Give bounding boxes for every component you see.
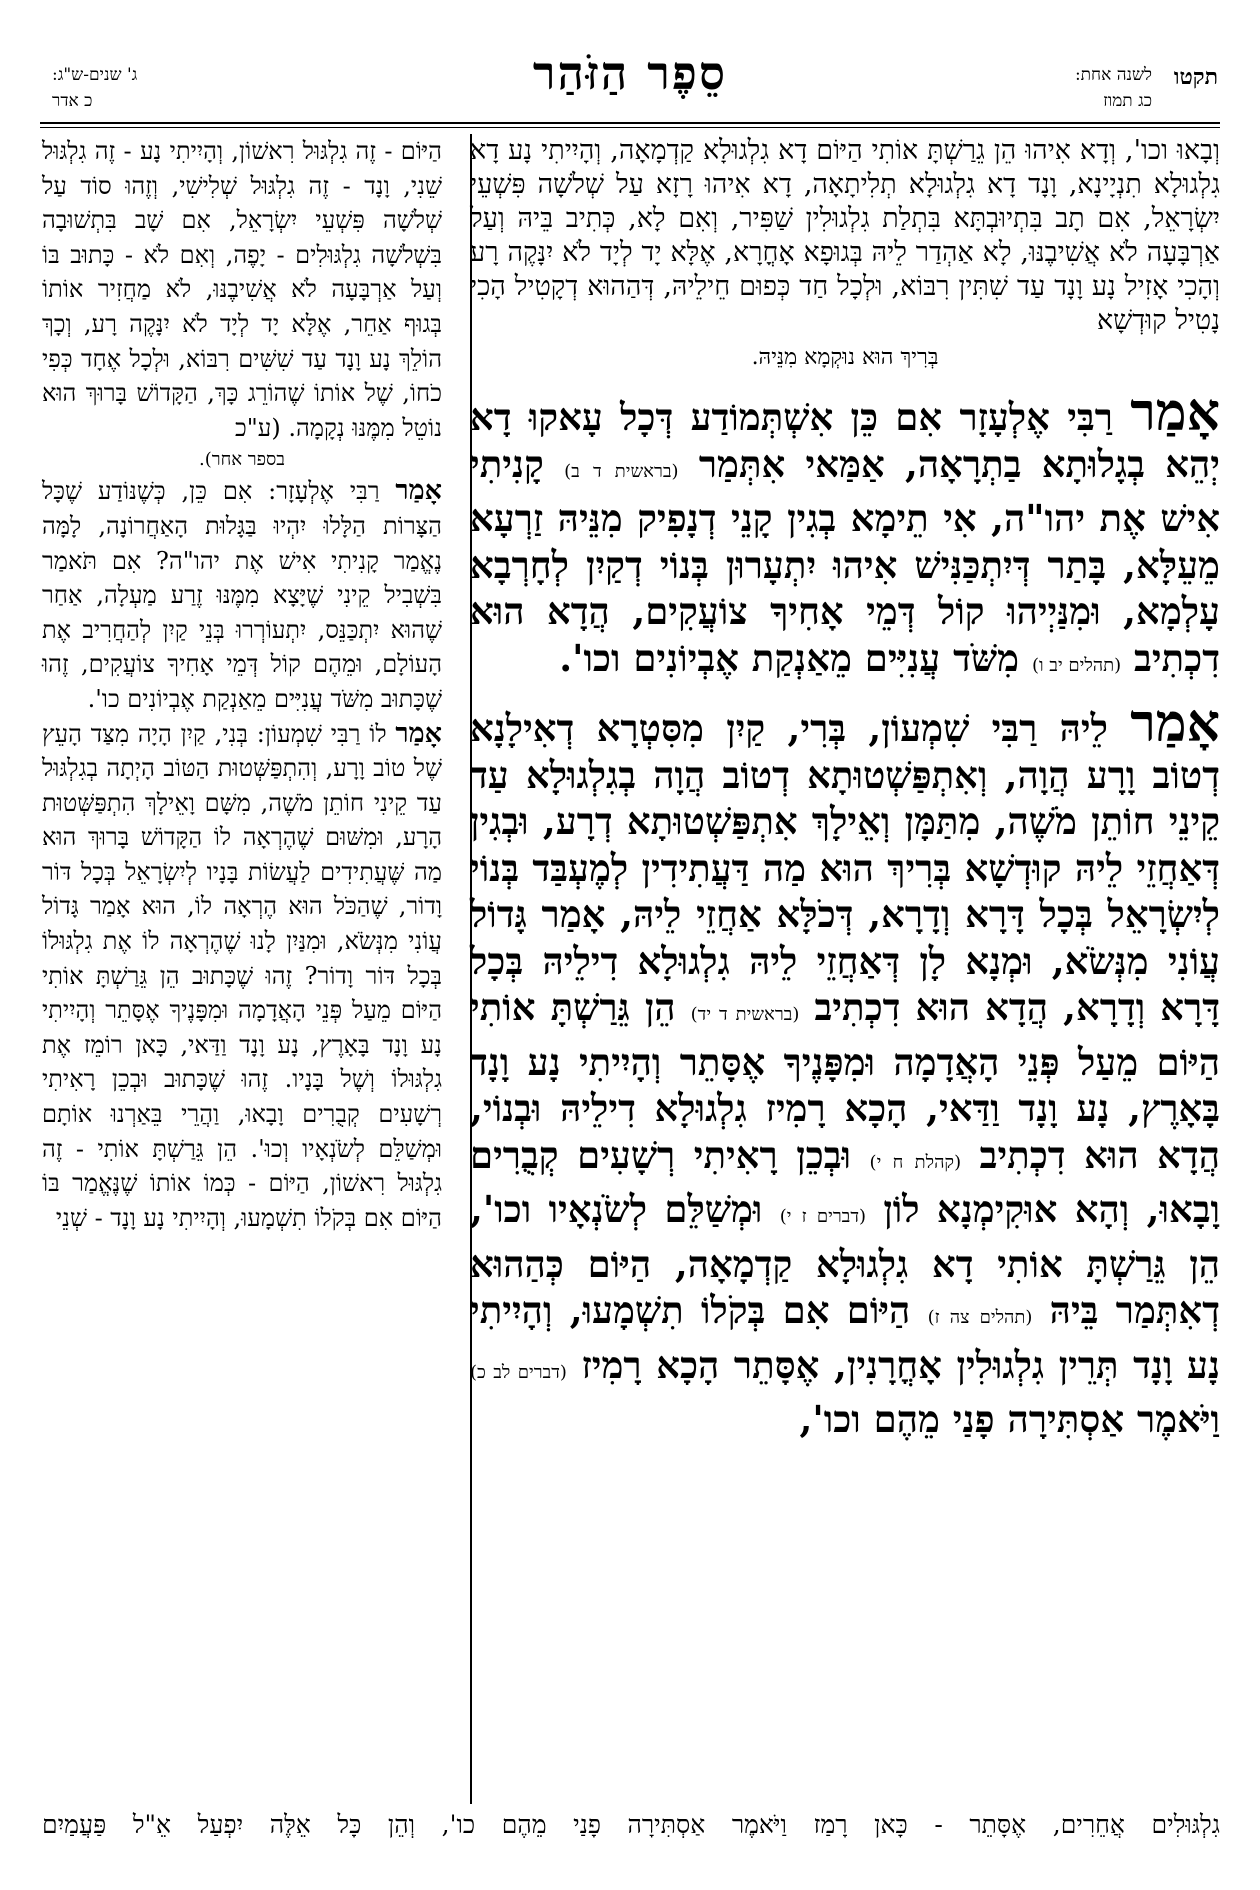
paragraph-text: לֵיהּ רַבִּי שִׁמְעוֹן, בְּרִי, קַיִן מִסִּטְרָא דְאִילָנָא דְטוֹב וָרָע הֲוָה, וְאִתְפַּשְׁטוּתָא דְטוֹב הֲוָה בְגִלְגוּלָא עַד קֵינֵי חוֹתֵן מֹשֶׁה, מִתַּמָּן וְאֵילָךְ אִתְפַּשְׁטוּתָא דְרָע, וּבְגִין דְּאַחֲזֵי לֵיהּ קוּדְשָׁא בְּרִיךְ הוּא מַה דַּעֲתִידִין לְמֶעְבַּד בְּנוֹי לְיִשְׂרָאֵל בְּכָל דָּרָא וְדָרָא, דְּכֹלָּא אַחֲזֵי לֵיהּ, אָמַר גָּדוֹל עֲוֹנִי מִנְּשֹׂא, וּמְנָא לָן דְּאַחֲזֵי לֵיהּ גִלְגוּלָא דִילֵיהּ בְּכָל דָּרָא וְדָרָא, הֲדָא הוּא דִכְתִיב [470,706,1220,1029]
main-paragraph-2 [470,693,1221,1443]
paragraph-text: וּבְכֵן רָאִיתִי רְשָׁעִים קְבֻרִים וָבָאוּ, וְהָא אוּקִימְנָא לוֹן [470,1132,1220,1231]
header-left-line2: כ אדר [52,91,93,111]
verse-reference: (תהלים יב ו) [1031,654,1122,676]
paragraph-lead-word: אָמַר [395,717,442,749]
column-divider [470,134,472,1804]
header-left-line1: ג' שנים-ש"ג: [52,65,138,85]
verse-reference: (בראשית ד ב) [564,460,679,482]
footer-continuation: גִלְגּוּלִים אֲחֵרִים, אֶסָּתֵר - כָּאן רָמַז וַיֹּאמֶר אַסְתִּירָה פָנַי מֵהֶם כו', וְהֵן כָּל אֵלֶּה יִפְעַל אֵ"ל פַּעֲמַיִם [42,1810,1220,1839]
paragraph-text: רַבִּי אֶלְעָזָר: אִם כֵּן, כְּשֶׁנּוֹדַע שֶׁכָּל הַצָּרוֹת הַלָּלוּ יִהְיוּ בַּגָּלוּת הָאַחֲרוֹנָה, לָמָּה נֶאֱמַר קָנִיתִי אִישׁ אֶת יהו"ה? אִם תֹּאמַר בִּשְׁבִיל קֵינִי שֶׁיָּצָא מִמֶּנּוּ זֶרַע מַעְלָה, אַחַר שֶׁהוּא יִתְכַּנֵּס, יִתְעוֹרְרוּ בְּנֵי קַיִן לְהַחֲרִיב אֶת הָעוֹלָם, וּמֵהֶם קוֹל דְּמֵי אָחִיךָ צוֹעֲקִים, זֶהוּ שֶׁכָּתוּב מִשֹּׁד עֲנִיִּים מֵאַנְקַת אֶבְיוֹנִים כו'. [42,477,442,713]
page-number: תקטו [1173,64,1218,90]
header-rule-thin [40,127,1220,128]
main-column [470,134,1220,1455]
verse-reference: (בראשית ד יד) [690,1004,800,1025]
verse-reference: (דברים ז י) [779,1206,867,1227]
main-intro: וְבָאוּ וכו', וְדָא אִיהוּ הֵן גֵרַשְׁתָּ אוֹתִי הַיּוֹם דָא גִלְגוּלָא קַדְמָאָה, וְהָיִיתִי נָע דָא גִלְגוּלָא תִנְיָינָא, וָנָד דָא גִלְגוּלָא תְלִיתָאָה, דָא אִיהוּ רָזָא עַל שְׁלֹשָׁה פִּשְׁעֵי יִשְׂרָאֵל, אִם תָב בִּתְיוּבְתָּא בִּתְלַת גִלְגוּלִין שַׁפִּיר, וְאִם לָא, כְּתִיב בֵּיהּ וְעַל אַרְבָּעָה לֹא אֲשִׁיבֶנּוּ, לָא אַהְדַר לֵיהּ בְּגוּפָא אָחֳרָא, אֶלָּא יָד לְיָד לֹא יִנָּקֶה רָע וְהָכִי אָזִיל נָע וָנָד עַד שִׁתִּין רִבּוֹא, וּלְכָל חַד כְּפוּם חֵילֵיהּ, דְּהַהוּא דְקָטִיל הָכִי נָטִיל קוּדְשָׁא [470,135,1220,336]
translation-paragraph-3 [42,717,442,1236]
verse-reference: (דברים לב כ) [470,1361,567,1383]
paragraph-lead-word: אָמַר [395,475,442,507]
paragraph-text: וּמְשַׁלֵּם לְשֹׂנְאָיו וכו', הֵן גֵּרַשְׁתָּ אוֹתִי דָא גִלְגוּלָא קַדְמָאָה, הַיּוֹם כְּהַהוּא דְאִתְּמַר בֵּיהּ [470,1187,1220,1332]
paragraph-lead-word: אָמַר [1130,382,1220,443]
paragraph-text: הֵן גֵּרַשְׁתָּ אוֹתִי הַיּוֹם מֵעַל פְּנֵי הָאֲדָמָה וּמִפָּנֶיךָ אֶסָּתֵר וְהָיִיתִי נָע וָנָד בָּאָרֶץ, נָע וָנָד וַדַּאי, הָכָא רָמִיז גִלְגוּלָא דִילֵיהּ וּבְנוֹי, הֲדָא הוּא דִכְתִיב [470,985,1221,1177]
paragraph-text: מִשֹּׁד עֲנִיִּים מֵאַנְקַת אֶבְיוֹנִים וכו'. [559,635,1032,680]
translation-note: בספר אחר). [199,449,285,471]
translation-column [42,134,442,1235]
paragraph-text: הַיּוֹם אִם בְּקֹלוֹ תִשְׁמָעוּ, וְהָיִיתִי נָע וָנָד תְּרֵין גִלְגוּלִין אָחֳרָנִין, אֶסָּתֵר הָכָא רָמִיז [470,1288,1220,1387]
paragraph-lead-word: אָמַר [1130,693,1220,754]
book-title: סֵפֶר הַזֹּהַר [532,46,728,100]
translation-paragraph-2 [42,474,442,716]
header-rule [40,122,1220,124]
header-left [52,62,137,114]
header-right-line1: לשנה אחת: [1074,65,1152,85]
paragraph-text: לוֹ רַבִּי שִׁמְעוֹן: בְּנִי, קַיִן הָיָה מִצַּד הָעֵץ שֶׁל טוֹב וָרָע, וְהִתְפַּשְּׁטוּת הַטּוֹב הָיְתָה בְגִלְגּוּל עַד קֵינִי חוֹתֵן מֹשֶׁה, מִשָּׁם וָאֵילָךְ הִתְפַּשְּׁטוּת הָרָע, וּמִשּׁוּם שֶׁהֶרְאָה לוֹ הַקָּדוֹשׁ בָּרוּךְ הוּא מַה שֶּׁעֲתִידִים לַעֲשׂוֹת בָּנָיו לְיִשְׂרָאֵל בְּכָל דּוֹר וָדוֹר, שֶׁהַכֹּל הוּא הֶרְאָה לוֹ, הוּא אָמַר גָּדוֹל עֲוֹנִי מִנְּשֹׂא, וּמִנַּיִן לָנוּ שֶׁהֶרְאָה לוֹ אֶת גִלְגּוּלוֹ בְּכָל דּוֹר וָדוֹר? זֶהוּ שֶׁכָּתוּב הֵן גֵּרַשְׁתָּ אוֹתִי הַיּוֹם מֵעַל פְּנֵי הָאֲדָמָה וּמִפָּנֶיךָ אֶסָּתֵר וְהָיִיתִי נָע וָנָד בָּאָרֶץ, נָע וָנָד וַדַּאי, כָּאן רוֹמֵז אֶת גִלְגּוּלוֹ וְשֶׁל בָּנָיו. זֶהוּ שֶׁכָּתוּב וּבְכֵן רָאִיתִי רְשָׁעִים קְבֻרִים וָבָאוּ, וַהֲרֵי בֵּאַרְנוּ אוֹתָם וּמְשַׁלֵּם לְשֹׂנְאָיו וְכוּ'. הֵן גֵּרַשְׁתָּ אוֹתִי - זֶה גִלְגּוּל רִאשׁוֹן, הַיּוֹם - כְּמוֹ אוֹתוֹ שֶׁנֶּאֱמַר בּוֹ הַיּוֹם אִם בְּקֹלוֹ תִשְׁמָעוּ, וְהָיִיתִי נָע וָנָד - שְׁנֵי [42,719,442,1232]
main-paragraph-1 [470,382,1220,689]
verse-reference: (קהלת ח י) [869,1151,962,1173]
header-right-line2: כג תמוז [1103,91,1152,111]
paragraph-text: רַבִּי אֶלְעָזָר אִם כֵּן אִשְׁתְּמוֹדַע דְּכָל עָאקוּ דָא יְהֵא בְגָלוּתָא בַתְרָאָה, אַמַּאי אִתְּמַר [470,395,1220,486]
paragraph-text: קָנִיתִי אִישׁ אֶת יהו"ה, אִי תֵימָא בְגִין קָנֵי דְנָפִיק מִנֵּיהּ זַרְעָא מֵעֵלָּא, בָּתַר דְּיִתְכַּנִּישׁ אִיהוּ יִתְעָרוּן בְּנוֹי דְקַיִן לְחָרְבָא עָלְמָא, וּמִנַּיְיהוּ קוֹל דְּמֵי אָחִיךָ צוֹעֲקִים, הֲדָא הוּא דִכְתִיב [470,441,1220,680]
verse-reference: (תהלים צה ז) [927,1307,1033,1328]
translation-paragraph-1: הַיּוֹם - זֶה גִלְגּוּל רִאשׁוֹן, וְהָיִיתִי נָע - זֶה גִלְגּוּל שֵׁנִי, וָנָד - זֶה גִלְגּוּל שְׁלִישִׁי, וְזֶהוּ סוֹד עַל שְׁלֹשָׁה פִּשְׁעֵי יִשְׂרָאֵל, אִם שָׁב בִּתְשׁוּבָה בִּשְׁלֹשָׁה גִלְגּוּלִים - יָפֶה, וְאִם לֹא - כָּתוּב בּוֹ וְעַל אַרְבָּעָה לֹא אֲשִׁיבֶנּוּ, לֹא מַחֲזִיר אוֹתוֹ בְּגוּף אַחֵר, אֶלָּא יָד לְיָד לֹא יִנָּקֶה רָע, וְכָךְ הוֹלֵךְ נָע וָנָד עַד שִׁשִּׁים רִבּוֹא, וּלְכָל אֶחָד כְּפִי כֹחוֹ, שֶׁל אוֹתוֹ שֶׁהוֹרֵג כָּךְ, הַקָּדוֹשׁ בָּרוּךְ הוּא נוֹטֵל מִמֶּנּוּ נְקָמָה. (ע"כ [42,137,442,442]
paragraph-text: וַיֹּאמֶר אַסְתִּירָה פָנַי מֵהֶם וכו', [799,1397,1220,1441]
main-intro-last: בְּרִיךְ הוּא נוּקְמָא מִנֵּיהּ. [751,345,939,370]
